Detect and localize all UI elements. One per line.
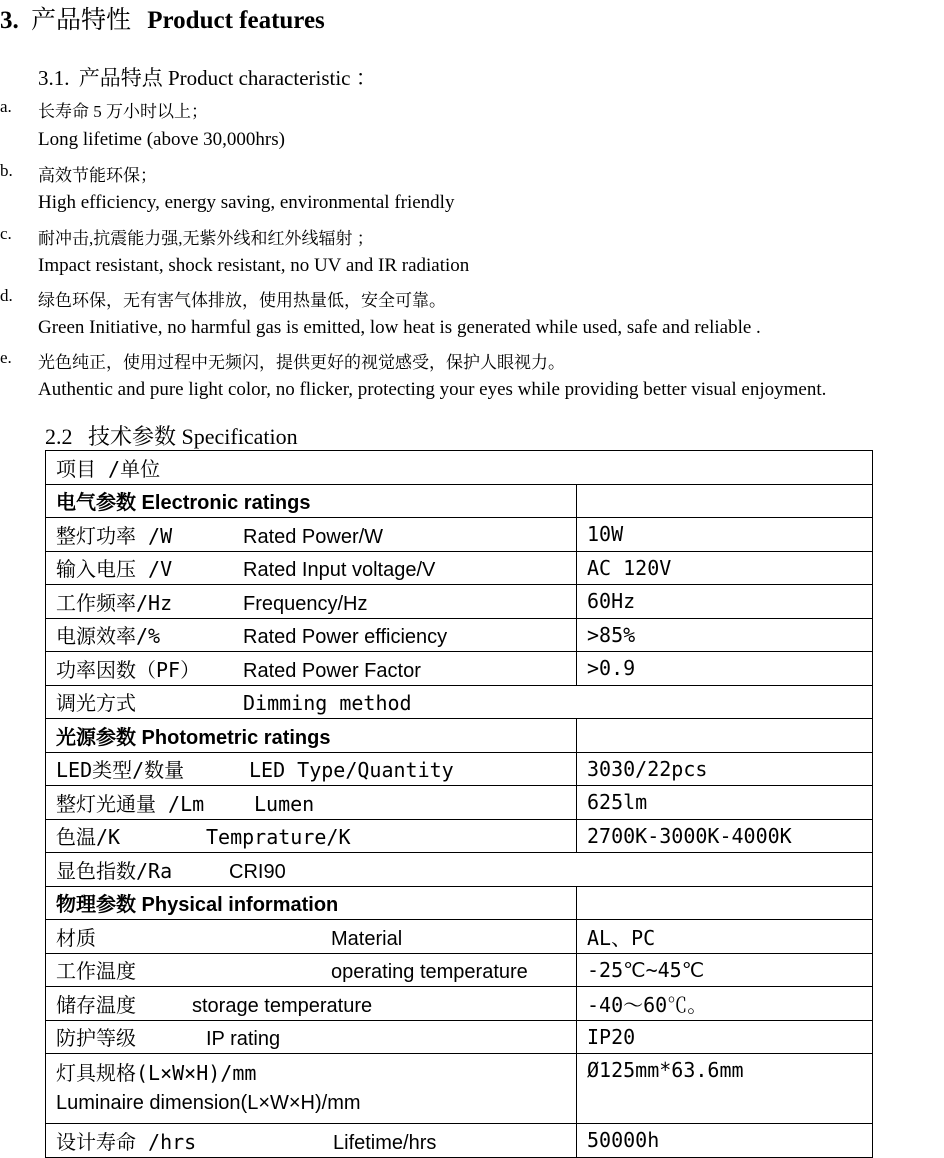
table-row <box>46 987 873 1021</box>
param-cell <box>46 752 577 786</box>
feature-e-zh: 光色纯正，使用过程中无频闪，提供更好的视觉感受，保护人眼视力。 <box>38 353 565 372</box>
table-row <box>46 585 873 619</box>
section-heading <box>0 0 325 36</box>
table-header-cell: 项目 /单位 <box>46 451 873 485</box>
feature-d-en: Green Initiative, no harmful gas is emitted, low heat is generated while used, safe and reliable . <box>38 317 761 338</box>
feature-b-marker: b. <box>0 161 13 180</box>
table-row <box>46 953 873 987</box>
feature-c-en: Impact resistant, shock resistant, no UV and IR radiation <box>38 255 470 276</box>
param-en: Rated Power Factor <box>243 659 421 682</box>
section-title-physical: 物理参数 Physical information <box>46 886 577 920</box>
feature-e-marker: e. <box>0 348 12 367</box>
cri-zh: 显色指数/Ra <box>56 858 173 883</box>
subsection-1-title: 产品特点 Product characteristic ： <box>78 66 377 90</box>
dimming-en: Dimming method <box>243 691 412 716</box>
param-zh: 整灯光通量 /Lm <box>56 791 205 816</box>
param-en: Frequency/Hz <box>243 592 368 615</box>
param-en: Rated Power/W <box>243 525 384 548</box>
param-cell <box>46 920 577 954</box>
param-cell <box>46 652 577 686</box>
feature-b-en: High efficiency, energy saving, environmental friendly <box>38 192 455 213</box>
param-zh: 工作温度 <box>56 959 136 984</box>
subsection-1-heading <box>38 62 377 92</box>
param-zh: 材质 <box>56 925 96 950</box>
param-en: storage temperature <box>192 994 373 1017</box>
lifetime-value: 50000h <box>577 1124 873 1158</box>
param-zh: 色温/K <box>56 825 121 850</box>
lifetime-cell <box>46 1124 577 1158</box>
dimension-value: Ø125mm*63.6mm <box>577 1054 873 1124</box>
section-title-photometric: 光源参数 Photometric ratings <box>46 719 577 753</box>
feature-a-marker: a. <box>0 97 12 116</box>
param-en: Rated Input voltage/V <box>243 559 436 582</box>
table-row <box>46 752 873 786</box>
param-zh: 防护等级 <box>56 1026 136 1051</box>
param-en: LED Type/Quantity <box>249 758 454 783</box>
table-row <box>46 551 873 585</box>
value-cell: 60Hz <box>577 585 873 619</box>
value-cell: AC 120V <box>577 551 873 585</box>
table-row <box>46 652 873 686</box>
param-cell <box>46 786 577 820</box>
feature-c-zh: 耐冲击,抗震能力强,无紫外线和红外线辐射 ； <box>38 229 374 248</box>
param-cell <box>46 953 577 987</box>
param-en: IP rating <box>206 1028 281 1051</box>
param-zh: 输入电压 /V <box>56 557 173 582</box>
table-row <box>46 786 873 820</box>
param-cell <box>46 585 577 619</box>
section-title-electronic: 电气参数 Electronic ratings <box>46 484 577 518</box>
section-row-physical <box>46 886 873 920</box>
lifetime-zh: 设计寿命 /hrs <box>56 1129 197 1154</box>
param-en: Lumen <box>254 791 315 816</box>
param-en: Temprature/K <box>206 825 351 850</box>
param-cell <box>46 618 577 652</box>
table-row <box>46 819 873 853</box>
cri-en: CRI90 <box>229 860 286 883</box>
param-en: Material <box>331 927 403 950</box>
subsection-1-number: 3.1. <box>38 66 70 90</box>
feature-d-marker: d. <box>0 286 13 305</box>
lifetime-row <box>46 1124 873 1158</box>
dimension-zh: 灯具规格(L×W×H)/mm <box>56 1061 257 1085</box>
table-row <box>46 1020 873 1054</box>
spec-table <box>45 450 873 1158</box>
param-zh: 整灯功率 /W <box>56 523 173 548</box>
subsection-2-heading <box>45 420 298 451</box>
dimension-row <box>46 1054 873 1124</box>
dimming-row <box>46 685 873 719</box>
feature-c-marker: c. <box>0 224 12 243</box>
value-cell: 3030/22pcs <box>577 752 873 786</box>
feature-a-zh: 长寿命 5 万小时以上； <box>38 102 208 121</box>
table-row <box>46 920 873 954</box>
param-cell <box>46 1020 577 1054</box>
cri-row <box>46 853 873 887</box>
value-cell: -25℃~45℃ <box>577 953 873 987</box>
param-cell <box>46 987 577 1021</box>
table-row <box>46 518 873 552</box>
section-title-en: Product features <box>147 7 325 34</box>
param-cell <box>46 518 577 552</box>
param-zh: 工作频率/Hz <box>56 590 173 615</box>
param-zh: 电源效率/% <box>56 624 161 649</box>
subsection-2-title: 技术参数 Specification <box>88 424 298 449</box>
lifetime-en: Lifetime/hrs <box>333 1131 437 1154</box>
section-row-electronic <box>46 484 873 518</box>
param-en: Rated Power efficiency <box>243 626 448 649</box>
dimension-en: Luminaire dimension(L×W×H)/mm <box>56 1092 361 1114</box>
value-cell: >85% <box>577 618 873 652</box>
value-cell: 10W <box>577 518 873 552</box>
feature-a-en: Long lifetime (above 30,000hrs) <box>38 129 285 150</box>
section-title-zh: 产品特性 <box>31 7 132 34</box>
section-row-photometric <box>46 719 873 753</box>
value-cell: 2700K-3000K-4000K <box>577 819 873 853</box>
param-zh: 功率因数（PF） <box>56 657 201 682</box>
section-empty-cell <box>577 484 873 518</box>
value-cell: IP20 <box>577 1020 873 1054</box>
value-cell: AL、PC <box>577 920 873 954</box>
table-row <box>46 618 873 652</box>
value-cell: 625lm <box>577 786 873 820</box>
value-cell: >0.9 <box>577 652 873 686</box>
param-zh: LED类型/数量 <box>56 758 185 783</box>
param-cell <box>46 551 577 585</box>
section-empty-cell <box>577 886 873 920</box>
feature-d-zh: 绿色环保，无有害气体排放，使用热量低，安全可靠。 <box>38 291 446 310</box>
param-en: operating temperature <box>331 961 528 984</box>
section-number: 3. <box>0 7 19 34</box>
param-cell <box>46 819 577 853</box>
param-zh: 储存温度 <box>56 992 136 1017</box>
table-header-row <box>46 451 873 485</box>
dimming-cell <box>46 685 873 719</box>
dimension-cell <box>46 1054 577 1124</box>
feature-b-zh: 高效节能环保； <box>38 166 157 185</box>
cri-cell <box>46 853 873 887</box>
dimming-zh: 调光方式 <box>56 691 136 716</box>
subsection-2-number: 2.2 <box>45 424 73 449</box>
value-cell: -40～60℃。 <box>577 987 873 1021</box>
section-empty-cell <box>577 719 873 753</box>
feature-e-en: Authentic and pure light color, no flicker, protecting your eyes while providing better visual enjoyment. <box>38 379 827 400</box>
